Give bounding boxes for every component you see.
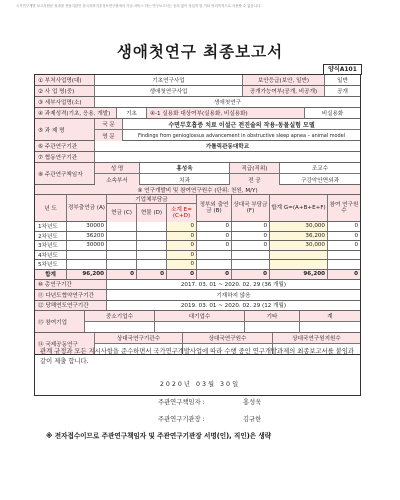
inst-signer-name: 김규한	[243, 416, 262, 423]
people-header: 참여 연구원수	[328, 195, 360, 221]
other-company-cell	[245, 322, 300, 333]
sub-cell: 0	[167, 222, 197, 231]
company-count-header: 계	[300, 311, 360, 322]
coinst-label: ⑦ 협동연구기관	[35, 152, 95, 162]
inkind-cell	[137, 260, 167, 269]
people-cell	[328, 251, 360, 260]
budget-row	[35, 251, 360, 261]
pi-signer-name: 홍성욱	[243, 399, 262, 406]
other-cell: 0	[232, 241, 270, 250]
phase-period-row	[35, 290, 360, 301]
budget-row	[35, 260, 360, 270]
local-cell: 0	[197, 222, 232, 231]
sum-inkind: 0	[137, 270, 167, 279]
budget-sum-row	[35, 270, 360, 280]
major-value: 구강악안면외과	[301, 177, 339, 184]
dept-label: 소속부서	[95, 174, 140, 185]
project-label: ② 사 업 명(중)	[35, 86, 95, 96]
total-cell	[270, 251, 328, 260]
total-cell: 36,200	[270, 232, 328, 241]
program-value: 기초연구사업	[95, 75, 243, 85]
budget-title: ⑨ 연구개발비 및 참여연구원수 (단위: 천원, M/Y)	[35, 185, 360, 194]
major-label: 전 공	[230, 174, 280, 185]
people-cell: 0	[354, 223, 358, 230]
local-cell	[197, 260, 232, 269]
year-cell: 1차년도	[35, 222, 67, 231]
year-cell: 3차년도	[35, 241, 67, 250]
partner-count-header: 상대국연구원지원수	[273, 333, 360, 344]
cash-cell	[107, 222, 137, 231]
rank-label: 직급(직위)	[230, 163, 280, 174]
pi-signer-label: 주관연구책임자 :	[158, 399, 205, 406]
sub-header: 소계 E=(C+D)	[167, 204, 197, 222]
year-cell: 4차년도	[35, 251, 67, 260]
budget-row	[35, 222, 360, 232]
task-en-label: 영 문	[95, 130, 123, 141]
form-id-badge: 양식A101	[323, 64, 362, 75]
local-cell	[197, 251, 232, 260]
phase-period-label: ⑪ 다년도협약연구기간	[35, 290, 107, 300]
task-label: ⑤ 과 제 명	[35, 119, 95, 140]
coinst-value	[95, 152, 360, 162]
inkind-cell	[137, 241, 167, 250]
sub-cell: 0	[167, 232, 197, 241]
people-cell: 0	[354, 242, 358, 249]
name-value: 홍성욱	[140, 163, 230, 174]
cash-cell	[107, 232, 137, 241]
other-cell: 0	[232, 222, 270, 231]
coinst-row	[35, 152, 360, 163]
total-period-value: 2017. 03. 01 ~ 2020. 02. 29 (36 개월)	[180, 282, 287, 289]
budget-title-row	[35, 185, 360, 195]
type-row	[35, 108, 360, 119]
inkind-cell	[137, 251, 167, 260]
name-label: 성 명	[95, 163, 140, 174]
total-header: 합계 G=(A+B+E+F)	[270, 195, 328, 221]
small-company-header: 중소기업수	[85, 311, 155, 322]
sum-sub: 0	[167, 270, 197, 279]
other-header: 상대국 부담금 (F)	[232, 195, 270, 221]
small-company-cell	[85, 322, 155, 333]
sum-local: 0	[197, 270, 232, 279]
total-cell: 30,000	[270, 222, 328, 231]
detail-label: ③ 세부사업명(소)	[35, 97, 95, 107]
type2-label: ④-1 실용화 대상여부(실용화, 비실용화)	[147, 108, 305, 118]
type-value: 기초	[117, 108, 147, 118]
sum-label: 합계	[35, 270, 67, 279]
other-cell	[232, 260, 270, 269]
companies-label: ⑬ 참여기업	[35, 311, 85, 332]
statement-text: 관계 규정과 모든 지시사항을 준수하면서 국가연구개발사업에 따라 수행 중인 연구개발과제의 최종보고서를 붙임과 같이 제출 합니다.	[40, 348, 354, 365]
sum-people: 0	[328, 270, 360, 279]
year-header: 년 도	[35, 195, 67, 221]
companies-row	[35, 311, 360, 333]
year-cell: 5차년도	[35, 260, 67, 269]
company-count-cell	[300, 322, 360, 333]
pi-row	[35, 163, 360, 185]
task-row	[35, 119, 360, 141]
local-cell: 0	[197, 232, 232, 241]
sub-cell: 0	[167, 241, 197, 250]
task-kr-label: 국 문	[95, 119, 123, 130]
people-cell: 0	[354, 232, 358, 239]
report-date: 2020년 03월 30일	[159, 381, 241, 388]
top-note: 국가연구개발 보고서원문 성과물 전담기관인 한국과학기술정보연구원에서 가공.서비스 하는 연구보고서는 동의 없이 상업적 및 기타 영리목적으로 사용할 수 없습니다.	[16, 4, 262, 8]
company-header: 기업체부담금	[107, 195, 197, 204]
large-company-cell	[155, 322, 245, 333]
year-period-label: ⑫ 당해연도연구기간	[35, 301, 107, 311]
gov-header: 정부출연금 (A)	[67, 195, 107, 221]
total-cell: 30,000	[270, 241, 328, 250]
local-cell: 0	[197, 241, 232, 250]
sum-cash: 0	[107, 270, 137, 279]
rank-value: 조교수	[280, 163, 360, 174]
type2-value: 비실용화	[321, 111, 344, 117]
partner-people-header: 상대국연구원수	[183, 333, 273, 344]
inst-signer-label: 주관연구기관장 :	[158, 416, 205, 423]
dept-value: 치과	[140, 174, 230, 185]
budget-row	[35, 241, 360, 251]
cash-cell	[107, 241, 137, 250]
year-period-row	[35, 301, 360, 312]
footnote: ※ 전자접수이므로 주관연구책임자 및 주관연구기관장 서명(인), 직인)은 생략	[46, 432, 272, 440]
other-cell: 0	[232, 232, 270, 241]
detail-row	[35, 97, 360, 108]
large-company-header: 대기업수	[155, 311, 245, 322]
local-header: 정부외 출연금 (B)	[197, 195, 232, 221]
detail-value: 생애첫연구	[213, 100, 242, 106]
public-label: 공개가능여부(공개, 비공개)	[243, 86, 325, 96]
gov-cell	[67, 251, 107, 260]
gov-cell: 30000	[67, 222, 107, 231]
inkind-cell	[137, 222, 167, 231]
sub-cell: 0	[167, 260, 197, 269]
other-company-header: 기타	[245, 311, 300, 322]
pi-label: ⑧ 주관연구책임자	[35, 163, 95, 184]
cash-cell	[107, 251, 137, 260]
budget-header-row	[35, 195, 360, 222]
inst-row	[35, 141, 360, 152]
public-value: 공개	[337, 89, 348, 95]
partner-inst-header: 상대국연구기관수	[95, 333, 183, 344]
cash-cell	[107, 260, 137, 269]
inst-label: ⑥ 주관연구기관	[35, 141, 95, 151]
phase-period-value: 기재하지 않음	[216, 292, 251, 299]
inkind-header: 현물 (D)	[137, 204, 167, 222]
year-period-value: 2019. 03. 01 ~ 2020. 02. 29 (12 개월)	[180, 303, 287, 310]
task-en-value: Findings from genioglossus advancement in obstructive sleep apnea – animal model	[138, 132, 345, 139]
page-title: 생애첫연구 최종보고서	[116, 43, 284, 61]
program-row	[35, 75, 360, 86]
project-value: 생애첫연구사업	[95, 86, 243, 96]
type-label: ④ 과제성격(기초, 응용, 개발)	[35, 108, 117, 118]
other-cell	[232, 251, 270, 260]
intl-label: ⑭ 국제공동연구	[35, 333, 95, 354]
gov-cell	[67, 260, 107, 269]
people-cell	[328, 260, 360, 269]
sub-cell: 0	[167, 251, 197, 260]
sum-gov: 96,200	[67, 270, 107, 279]
task-kr-value: 수면무호흡증 치료 이설근 전진술의 작용-동물실험 모델	[123, 119, 360, 130]
cash-header: 현금 (C)	[107, 204, 137, 222]
sum-total: 96,200	[270, 270, 328, 279]
security-value: 일반	[337, 78, 348, 84]
inkind-cell	[137, 232, 167, 241]
total-cell	[270, 260, 328, 269]
sum-other: 0	[232, 270, 270, 279]
project-row	[35, 86, 360, 97]
total-period-row	[35, 280, 360, 291]
budget-row	[35, 232, 360, 242]
gov-cell: 36200	[67, 232, 107, 241]
gov-cell: 30000	[67, 241, 107, 250]
program-label: ① 부처사업명(대)	[35, 75, 95, 85]
total-period-label: ⑩ 총연구기간	[35, 280, 107, 290]
year-cell: 2차년도	[35, 232, 67, 241]
inst-value: 가톨릭관동대학교	[205, 144, 250, 150]
security-label: 보안등급(보안, 일반)	[243, 75, 325, 85]
